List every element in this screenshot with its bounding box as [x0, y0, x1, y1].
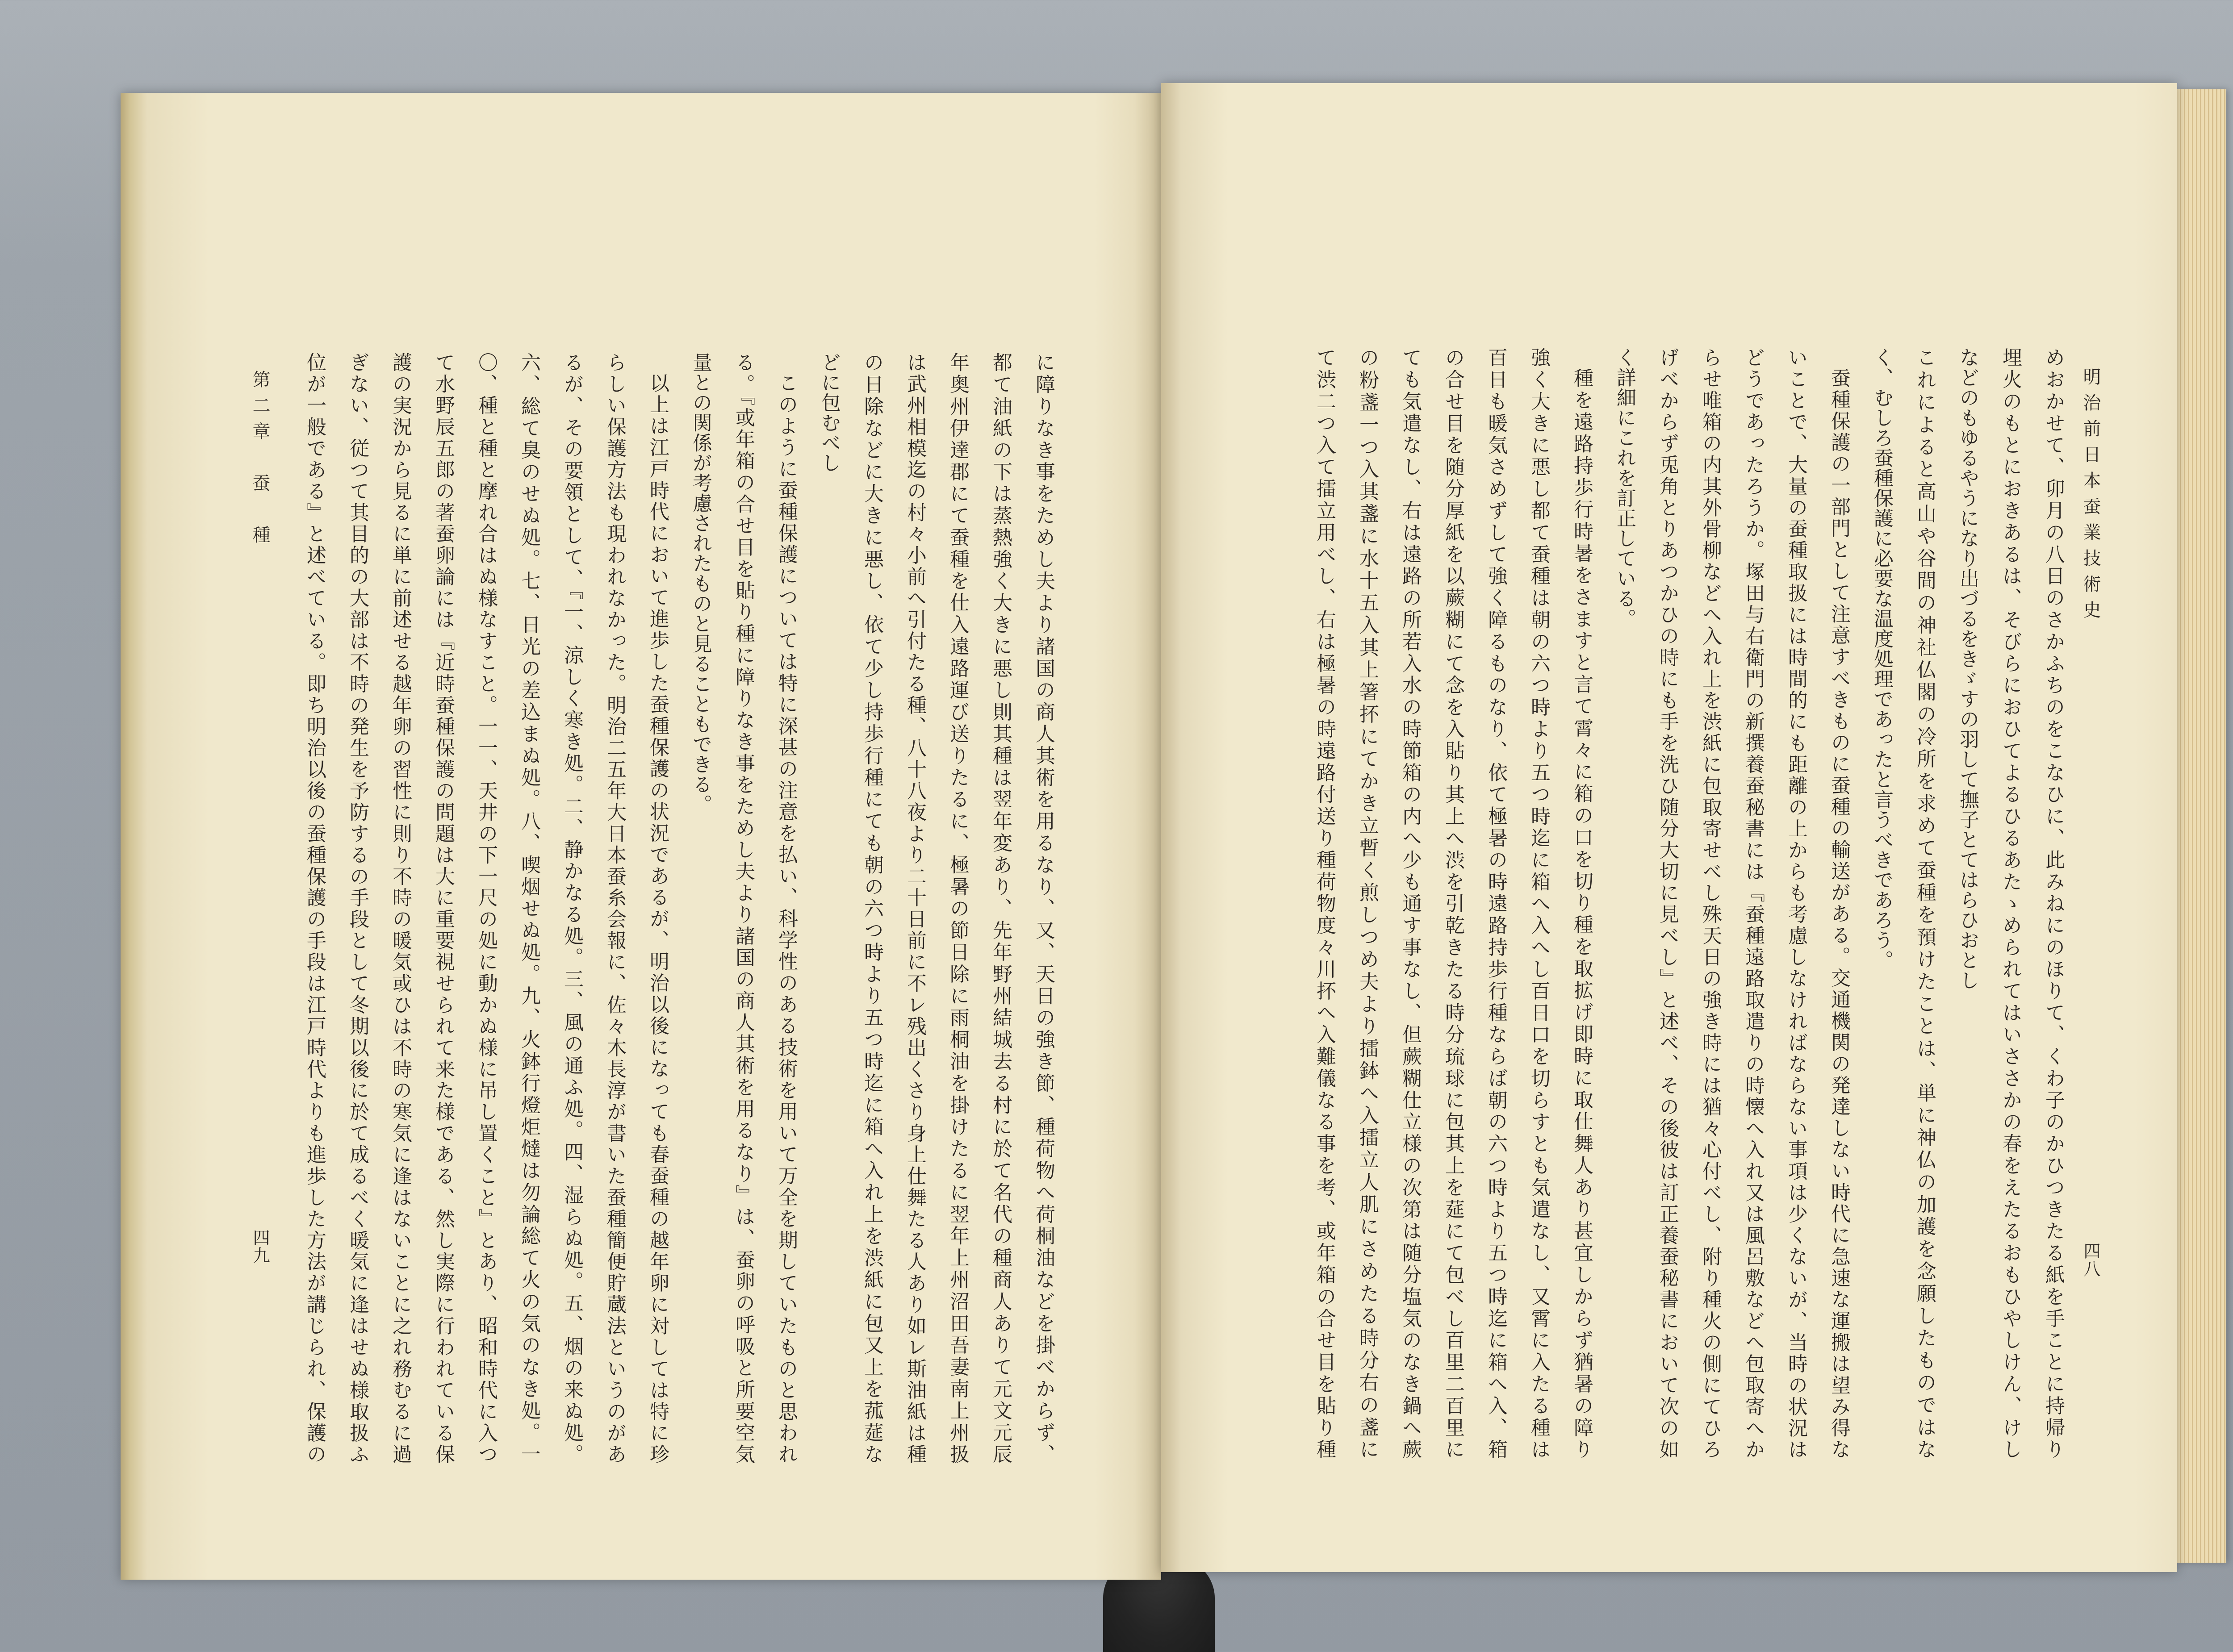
chapter-label: 第二章 蚕 種 [250, 370, 270, 551]
text-column: の日除などに大きに悪し、依て少し持歩行種にても朝の六つ時より五つ時迄に箱へ入れ上を渋紙に包又上を菰莚な [861, 352, 883, 1464]
text-column: 百日も暖気さめずして強く障るものなり、依て極暑の時遠路持歩行種ならば朝の六つ時より五つ時迄に箱へ入、箱 [1484, 347, 1507, 1459]
text-column: 埋火のもとにおきあるは、そびらにおひてよるひるあたゝめられてはいささかの春をえたるおもひやしけん、けし [1999, 347, 2022, 1459]
text-column: 種を遠路持歩行時暑をさますと言て霄々に箱の口を切り種を取拡げ即時に取仕舞人あり甚宜しからず猶暑の障り [1570, 368, 1593, 1459]
text-column: 強く大きに悪し都て蚕種は朝の六つ時より五つ時迄に箱へ入へし百日口を切らすとも気遣なし、又霄に入たる種は [1527, 347, 1550, 1459]
text-column: 都て油紙の下は蒸熱強く大きに悪し則其種は翌年変あり、先年野州結城去る村に於て名代の種商人ありて元文元辰 [989, 352, 1012, 1464]
text-column: 量との関係が考慮されたものと見ることもできる。 [689, 352, 712, 814]
page-edge-stack [2177, 89, 2226, 1563]
text-column: て渋二つ入て擂立用べし、右は極暑の時遠路付送り種荷物度々川抔へ入難儀なる事を考、或年箱の合せ目を貼り種 [1313, 347, 1336, 1459]
body-text [1303, 347, 2074, 1459]
text-column: 六、総て臭のせぬ処。七、日光の差込まぬ処。八、喫烟せぬ処。九、火鉢行燈炬燵は勿論総て火の気のなき処。一 [518, 352, 540, 1464]
text-column: 〇、種と種と摩れ合はぬ様なすこと。一一、天井の下一尺の処に動かぬ様に吊し置くこと』とあり、昭和時代に入つ [475, 352, 498, 1464]
text-column: の粉盞一つ入其盞に水十五入其上箸抔にてかき立暫く煎しつめ夫より擂鉢へ入擂立人肌にさめたる時分右の盞に [1356, 347, 1379, 1459]
page-number: 四八 [2081, 1242, 2100, 1278]
text-column: いことで、大量の蚕種取扱には時間的にも距離の上からも考慮しなければならない事項は少くないが、当時の状況は [1785, 347, 1807, 1459]
text-column: などのもゆるやうになり出づるをきゞすの羽して撫子とてはらひおとし [1956, 347, 1979, 990]
text-column: の合せ目を随分厚紙を以蕨糊にて念を入貼り其上へ渋を引乾きたる時分琉球に包其上を莚にて包べし百里二百里に [1442, 347, 1464, 1459]
text-column: どうであったろうか。塚田与右衛門の新撰養蚕秘書には『蚕種遠路取遣りの時懐へ入れ又は風呂敷などへ包取寄へか [1742, 347, 1765, 1459]
text-column: らせ唯箱の内其外骨柳などへ入れ上を渋紙に包取寄せべし殊天日の強き時には猶々心付べし、附り種火の側にてひろ [1699, 347, 1722, 1459]
text-column: げべからず兎角とりあつかひの時にも手を洗ひ随分大切に見べし』と述べ、その後彼は訂正養蚕秘書において次の如 [1656, 347, 1679, 1459]
text-column: く詳細にこれを訂正している。 [1613, 347, 1636, 629]
text-column: これによると高山や谷間の神社仏閣の冷所を求めて蚕種を預けたことは、単に神仏の加護を念願したものではな [1913, 347, 1936, 1459]
text-column: る。『或年箱の合せ目を貼り種に障りなき事をためし夫より諸国の商人其術を用るなり』は、蚕卵の呼吸と所要空気 [732, 352, 755, 1464]
text-column: 蚕種保護の一部門として注意すべきものに蚕種の輸送がある。交通機関の発達しない時代に急速な運搬は望み得な [1827, 368, 1850, 1459]
text-column: このように蚕種保護については特に深甚の注意を払い、科学性のある技術を用いて万全を期していたものと思われ [775, 373, 798, 1464]
text-column: は武州相模迄の村々小前へ引付たる種、八十八夜より二十日前に不レ残出くさり身上仕舞たる人あり如レ斯油紙は種 [903, 352, 926, 1464]
body-text [293, 352, 1065, 1464]
text-column: 護の実況から見るに単に前述せる越年卵の習性に則り不時の暖気或ひは不時の寒気に逢はないことに之れ務むるに過 [389, 352, 412, 1464]
text-column: るが、その要領として、『一、涼しく寒き処。二、静かなる処。三、風の通ふ処。四、湿らぬ処。五、烟の来ぬ処。 [560, 352, 583, 1464]
text-column: らしい保護方法も現われなかった。明治二五年大日本蚕糸会報に、佐々木長淳が書いた蚕種簡便貯蔵法というのがあ [603, 352, 626, 1464]
left-page [121, 93, 1161, 1580]
text-column: 位が一般である』と述べている。即ち明治以後の蚕種保護の手段は江戸時代よりも進歩した方法が講じられ、保護の [303, 352, 326, 1464]
text-column: どに包むべし [818, 352, 841, 473]
text-column: て水野辰五郎の著蚕卵論には『近時蚕種保護の問題は大に重要視せられて来た様である、然し実際に行われている保 [432, 352, 455, 1464]
page-number: 四九 [250, 1229, 270, 1264]
text-column: めおかせて、卯月の八日のさかふちのをこなひに、此みねにのほりて、くわ子のかひつきたる紙を手ことに持帰り [2042, 347, 2065, 1459]
text-column: ぎない、従つて其目的の大部は不時の発生を予防するの手段として冬期以後に於て成るべく暖気に逢はせぬ様取扱ふ [346, 352, 369, 1464]
text-column: く、むしろ蚕種保護に必要な温度処理であったと言うべきであろう。 [1870, 347, 1893, 970]
text-column: ても気遣なし、右は遠路の所若入水の時節箱の内へ少も通す事なし、但蕨糊仕立様の次第は随分塩気のなき鍋へ蕨 [1399, 347, 1422, 1459]
right-page [1161, 83, 2177, 1572]
text-column: 年奥州伊達郡にて蚕種を仕入遠路運び送りたるに、極暑の節日除に雨桐油を掛けたるに翌年上州沼田吾妻南上州扱 [946, 352, 969, 1464]
running-header: 明治前日本蚕業技術史 [2080, 367, 2101, 626]
text-column: に障りなき事をためし夫より諸国の商人其術を用るなり、又、天日の強き節、種荷物へ荷桐油などを掛べからず、 [1032, 352, 1055, 1464]
text-column: 以上は江戸時代において進歩した蚕種保護の状況であるが、明治以後になっても春蚕種の越年卵に対しては特に珍 [646, 373, 669, 1464]
